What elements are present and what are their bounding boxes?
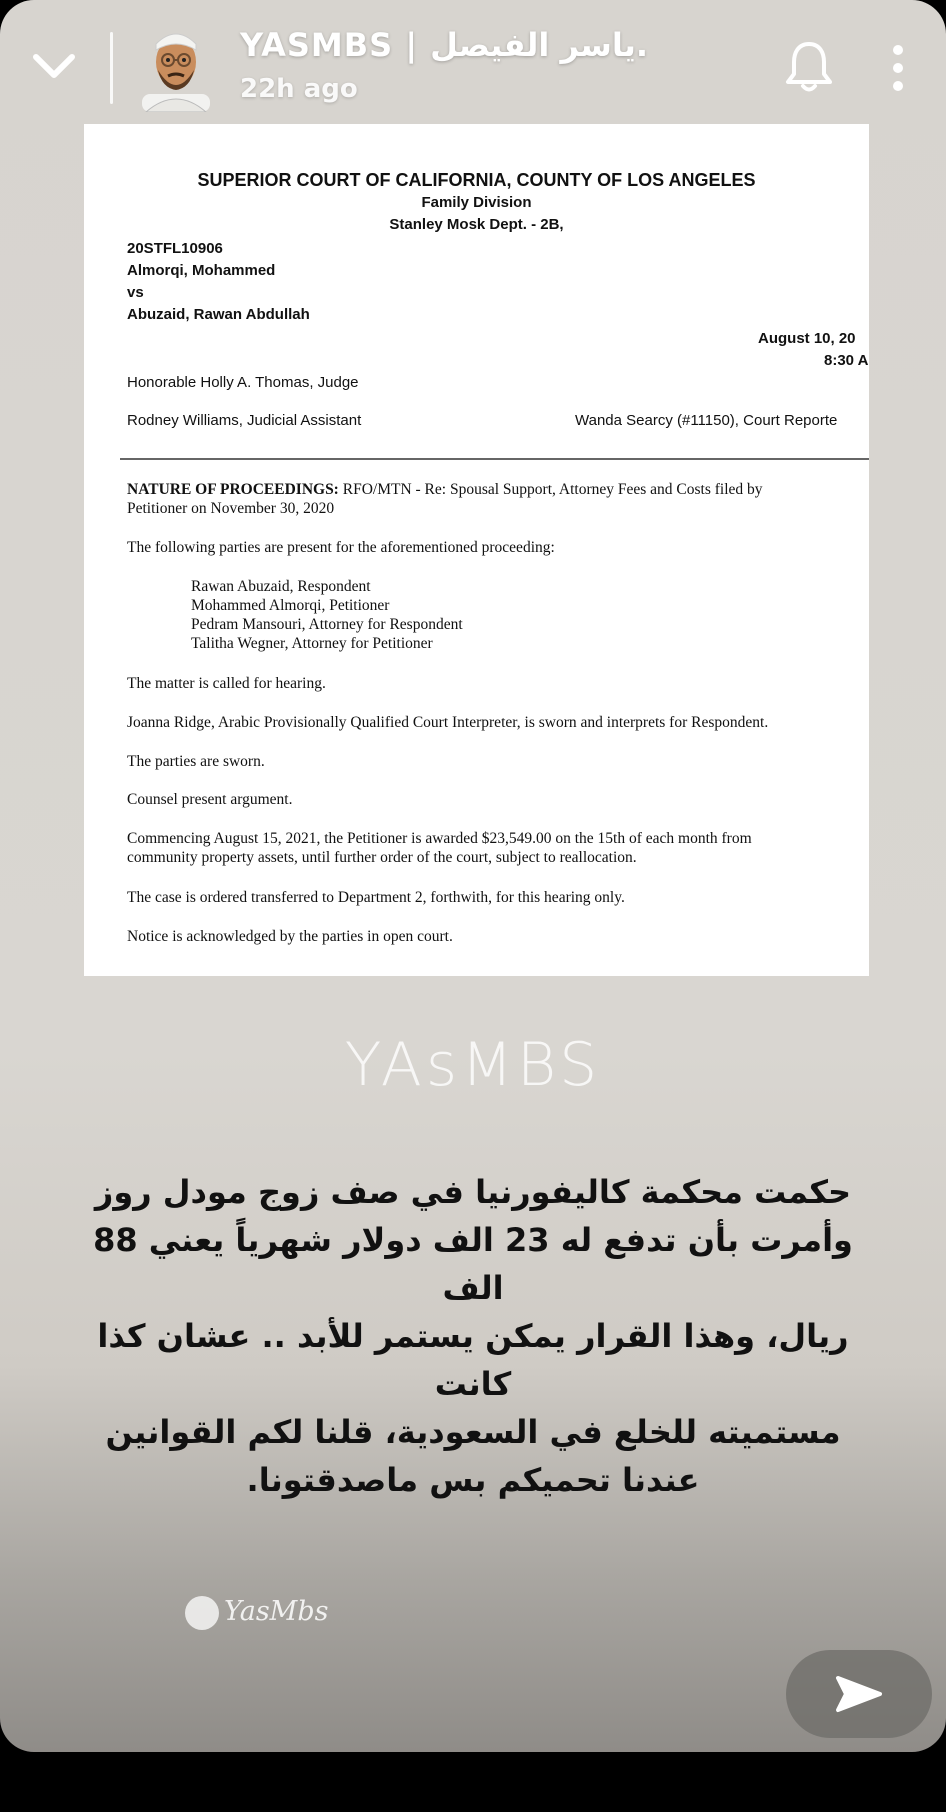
- party-one: Almorqi, Mohammed: [127, 262, 276, 279]
- more-vertical-icon[interactable]: [880, 40, 916, 96]
- judge: Honorable Holly A. Thomas, Judge: [127, 374, 359, 391]
- nature-text-line1: RFO/MTN - Re: Spousal Support, Attorney Fees and Costs filed by: [342, 481, 763, 498]
- username[interactable]: YASMBS | ياسر الفيصل.: [240, 26, 649, 64]
- story-caption: [60, 1168, 886, 1504]
- send-button[interactable]: [786, 1650, 932, 1738]
- nature-of-proceedings: [127, 480, 867, 518]
- party-list-item: Talitha Wegner, Attorney for Petitioner: [191, 635, 433, 652]
- story-header: [0, 0, 946, 130]
- caption-line: حكمت محكمة كاليفورنيا في صف زوج مودل روز: [94, 1173, 852, 1211]
- signature-watermark: YasMbs: [224, 1596, 329, 1627]
- court-document: [84, 124, 869, 976]
- para-sworn: The parties are sworn.: [127, 753, 265, 770]
- divider-line: [120, 458, 869, 460]
- avatar[interactable]: [140, 22, 212, 112]
- caption-line: وأمرت بأن تدفع له 23 الف دولار شهرياً يعني 88 الف: [93, 1221, 853, 1307]
- para-notice: Notice is acknowledged by the parties in open court.: [127, 928, 453, 945]
- para-counsel: Counsel present argument.: [127, 791, 293, 808]
- para-transfer: The case is ordered transferred to Department 2, forthwith, for this hearing only.: [127, 889, 625, 906]
- division: Family Division: [421, 194, 532, 211]
- nature-label: NATURE OF PROCEEDINGS:: [127, 481, 339, 498]
- court-title: SUPERIOR COURT OF CALIFORNIA, COUNTY OF LOS ANGELES: [197, 170, 756, 190]
- para-award: [127, 829, 867, 867]
- header-divider: [110, 32, 113, 104]
- hearing-date: August 10, 20: [758, 330, 856, 347]
- nature-text-line2: Petitioner on November 30, 2020: [127, 500, 335, 517]
- para-award-line1: Commencing August 15, 2021, the Petitioner is awarded $23,549.00 on the 15th of each month from: [127, 830, 752, 847]
- department: Stanley Mosk Dept. - 2B,: [389, 216, 564, 233]
- hearing-time: 8:30 A: [824, 352, 869, 369]
- party-list-item: Pedram Mansouri, Attorney for Respondent: [191, 616, 463, 633]
- versus: vs: [127, 284, 144, 301]
- para-hearing: The matter is called for hearing.: [127, 675, 326, 692]
- para-interpreter: Joanna Ridge, Arabic Provisionally Qualified Court Interpreter, is sworn and interprets for Respondent.: [127, 714, 769, 731]
- court-reporter: Wanda Searcy (#11150), Court Reporte: [575, 412, 838, 429]
- snapchat-ghost-icon: [185, 1596, 219, 1630]
- party-list-item: Rawan Abuzaid, Respondent: [191, 578, 371, 595]
- para-award-line2: community property assets, until further order of the court, subject to reallocation.: [127, 849, 637, 866]
- judicial-assistant: Rodney Williams, Judicial Assistant: [127, 412, 362, 429]
- timestamp: 22h ago: [240, 74, 358, 104]
- party-list-item: Mohammed Almorqi, Petitioner: [191, 597, 390, 614]
- caption-line: عندنا تحميكم بس ماصدقتونا.: [246, 1461, 700, 1499]
- caption-line: مستميته للخلع في السعودية، قلنا لكم القوانين: [105, 1413, 841, 1451]
- bell-icon[interactable]: [784, 38, 834, 94]
- chevron-down-icon[interactable]: [30, 45, 78, 85]
- send-arrow-icon: [834, 1672, 884, 1716]
- parties-intro: The following parties are present for the aforementioned proceeding:: [127, 539, 555, 556]
- caption-line: ريال، وهذا القرار يمكن يستمر للأبد .. عشان كذا كانت: [97, 1317, 849, 1403]
- case-number: 20STFL10906: [127, 240, 223, 257]
- watermark: YAsMBS: [344, 1030, 602, 1100]
- party-two: Abuzaid, Rawan Abdullah: [127, 306, 310, 323]
